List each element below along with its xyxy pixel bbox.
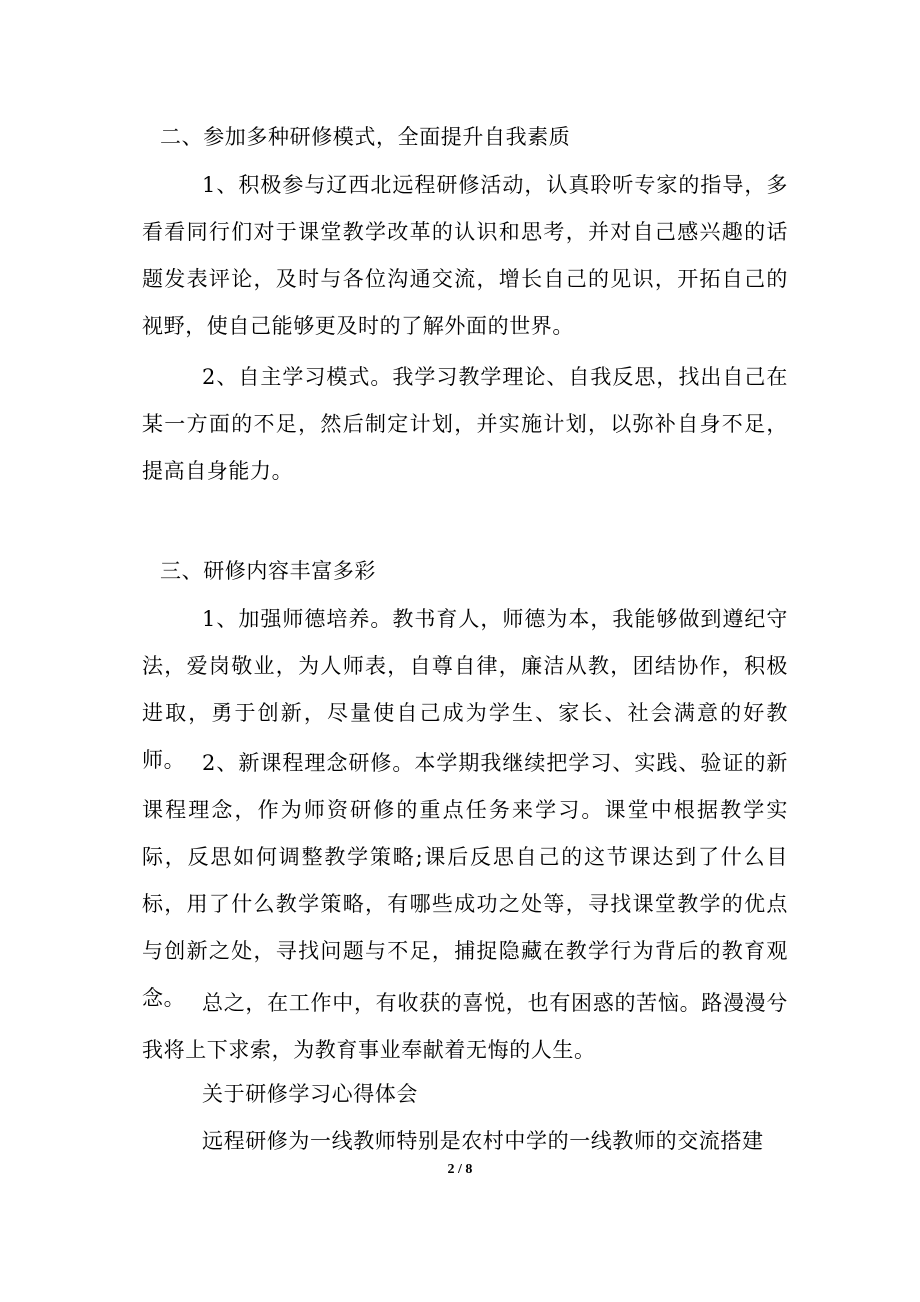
conclusion-paragraph: 总之，在工作中，有收获的喜悦，也有困惑的苦恼。路漫漫兮我将上下求索，为教育事业奉献着无悔的人生。 [142, 991, 788, 1062]
article-subtitle: 关于研修学习心得体会 [202, 1082, 418, 1106]
paragraph-3-2: 2、新课程理念研修。本学期我继续把学习、实践、验证的新课程理念，作为师资研修的重点任务来学习。课堂中根据教学实际，反思如何调整教学策略;课后反思自己的这节课达到了什么目标，用了什么教学策略，有哪些成功之处等，寻找课堂教学的优点与创新之处，寻找问题与不足，捕捉隐藏在教学行为背后的教育观念。 [142, 751, 788, 1010]
paragraph-2-1: 1、积极参与辽西北远程研修活动，认真聆听专家的指导，多看看同行们对于课堂教学改革的认识和思考，并对自己感兴趣的话题发表评论，及时与各位沟通交流，增长自己的见识，开拓自己的视野，使自己能够更及时的了解外面的世界。 [142, 173, 788, 338]
section-heading-2: 二、参加多种研修模式，全面提升自我素质 [160, 125, 571, 149]
page-number: 2 / 8 [447, 1162, 473, 1177]
paragraph-2-2: 2、自主学习模式。我学习教学理论、自我反思，找出自己在某一方面的不足，然后制定计划，并实施计划，以弥补自身不足，提高自身能力。 [142, 365, 788, 483]
final-paragraph: 远程研修为一线教师特别是农村中学的一线教师的交流搭建 [202, 1129, 764, 1153]
paragraph-3-1: 1、加强师德培养。教书育人，师德为本，我能够做到遵纪守法，爱岗敬业，为人师表，自尊自律，廉洁从教，团结协作，积极进取，勇于创新，尽量使自己成为学生、家长、社会满意的好教师。 [142, 607, 788, 772]
section-heading-3: 三、研修内容丰富多彩 [160, 559, 376, 583]
